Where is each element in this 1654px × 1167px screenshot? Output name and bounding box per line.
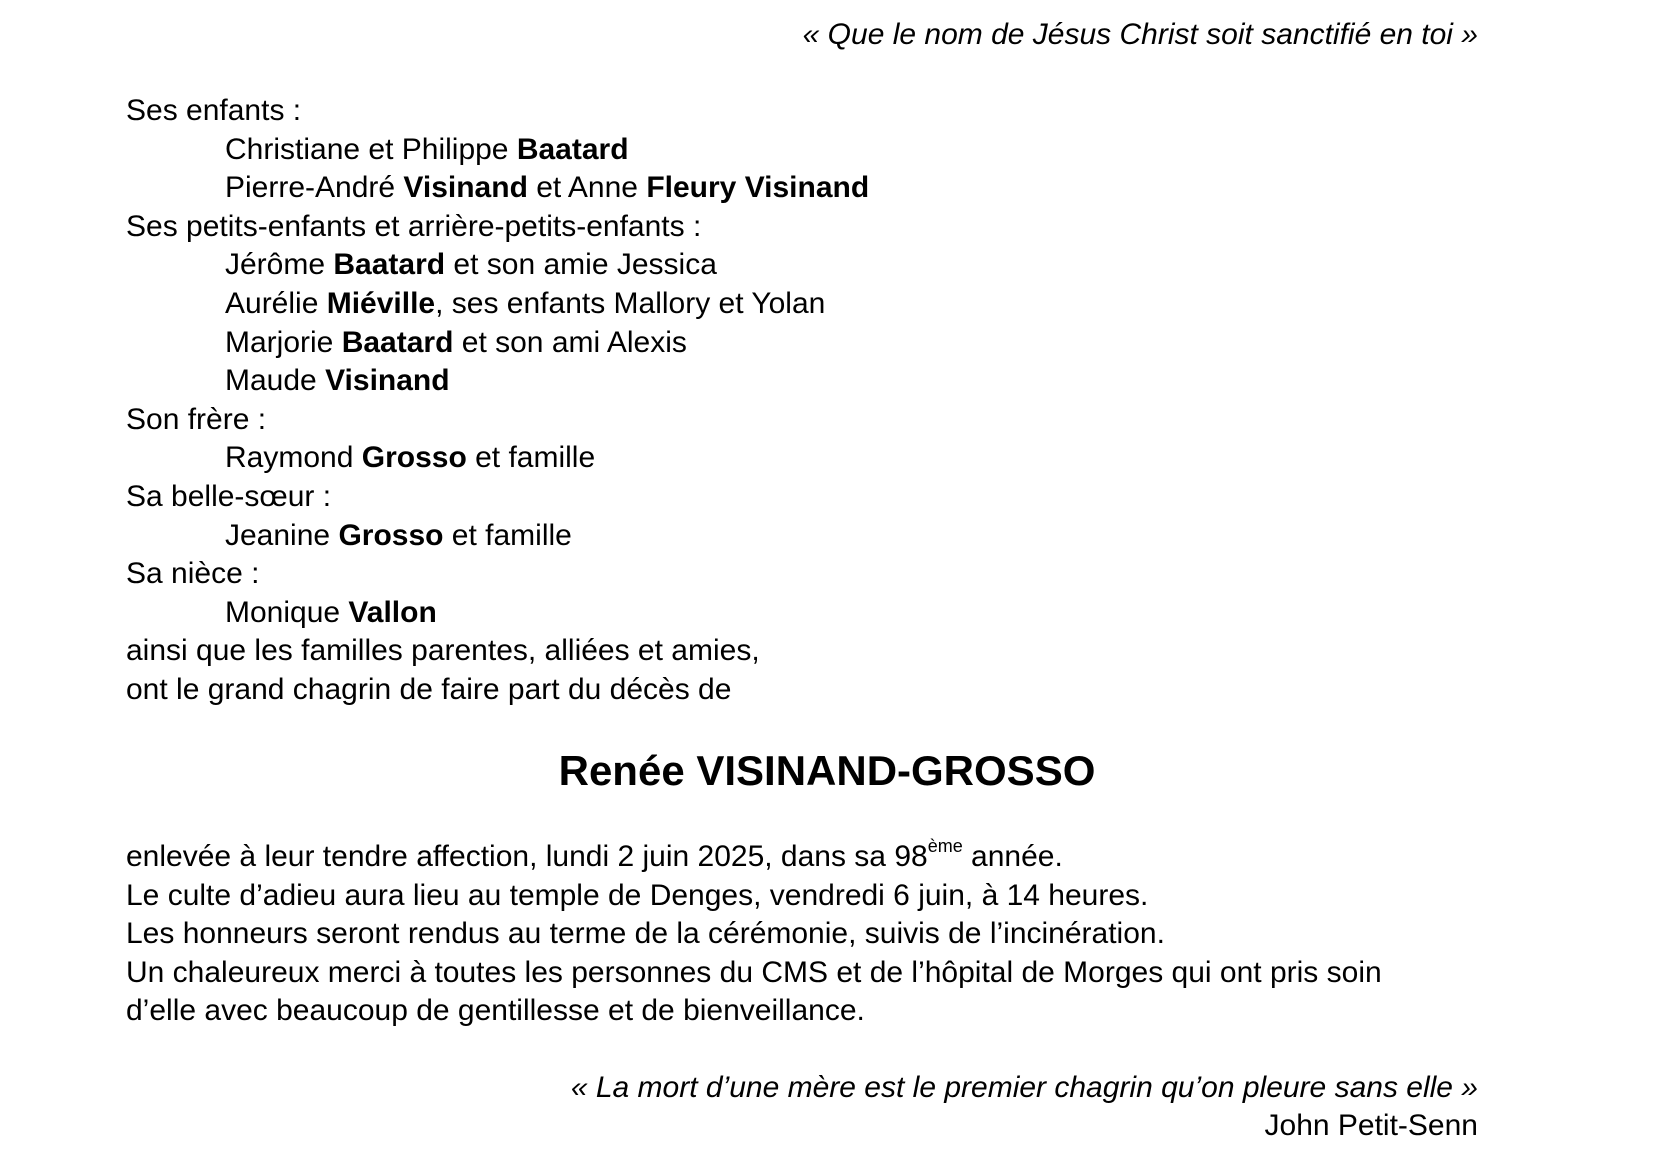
quote-author: John Petit-Senn (1264, 1109, 1478, 1142)
brother-heading: Son frère : (126, 402, 267, 436)
entry-rest: et son amie Jessica (445, 248, 717, 282)
entry-rest: et famille (466, 441, 596, 475)
surname: Baatard (341, 325, 454, 359)
entry-rest: et famille (443, 518, 572, 552)
surname: Vallon (348, 595, 437, 629)
surname: Visinand (403, 171, 528, 205)
death-details (126, 838, 1566, 1031)
details-line: d’elle avec beaucoup de gentillesse et de bienveillance. (126, 994, 865, 1027)
sister-in-law-entry (126, 517, 1426, 556)
closing-line: ont le grand chagrin de faire part du décès de (126, 672, 732, 706)
grandchildren-heading: Ses petits-enfants et arrière-petits-enfants : (126, 209, 702, 243)
deceased-name: Renée VISINAND-GROSSO (558, 747, 1096, 794)
surname: Baatard (516, 132, 629, 166)
closing-quote: « La mort d’une mère est le premier chagrin qu’on pleure sans elle » (570, 1071, 1478, 1104)
surname: Fleury Visinand (646, 171, 870, 205)
details-line: Le culte d’adieu aura lieu au temple de Denges, vendredi 6 juin, à 14 heures. (126, 878, 1149, 912)
surname: Grosso (338, 518, 444, 552)
child-entry (126, 131, 1426, 170)
first-names: Raymond (225, 441, 362, 475)
surname: Baatard (333, 248, 446, 282)
niece-entry (126, 594, 1426, 633)
children-heading: Ses enfants : (126, 94, 302, 127)
grandchild-entry (126, 285, 1426, 324)
entry-rest: et son ami Alexis (453, 325, 687, 359)
epigraph-quote: « Que le nom de Jésus Christ soit sanctifié en toi » (802, 18, 1478, 51)
grandchild-entry (126, 362, 1426, 401)
first-names: Pierre-André (225, 171, 404, 205)
details-line: Les honneurs seront rendus au terme de la cérémonie, suivis de l’incinération. (126, 917, 1165, 950)
family-list (126, 92, 1426, 710)
sister-in-law-heading: Sa belle-sœur : (126, 479, 332, 513)
brother-entry (126, 439, 1426, 478)
surname: Visinand (325, 364, 450, 398)
first-names: Jérôme (225, 248, 334, 282)
entry-rest: et Anne (527, 171, 647, 205)
first-names: Aurélie (225, 286, 327, 320)
first-names: Monique (225, 595, 349, 629)
first-names: Marjorie (225, 325, 342, 359)
entry-rest: , ses enfants Mallory et Yolan (435, 286, 826, 320)
surname: Grosso (361, 441, 467, 475)
ordinal-suffix: ème (927, 836, 963, 856)
grandchild-entry (126, 246, 1426, 285)
details-line: Un chaleureux merci à toutes les personnes du CMS et de l’hôpital de Morges qui ont pris soin (126, 955, 1382, 989)
details-text: enlevée à leur tendre affection, lundi 2 juin 2025, dans sa 98 (126, 840, 928, 873)
closing-line: ainsi que les familles parentes, alliées et amies, (126, 634, 760, 668)
surname: Miéville (326, 286, 436, 320)
first-names: Christiane et Philippe (225, 132, 517, 166)
details-text: année. (962, 840, 1063, 873)
details-line (126, 838, 1566, 877)
first-names: Jeanine (225, 518, 339, 552)
first-names: Maude (225, 364, 326, 398)
grandchild-entry (126, 324, 1426, 363)
niece-heading: Sa nièce : (126, 557, 260, 591)
child-entry (126, 169, 1426, 208)
